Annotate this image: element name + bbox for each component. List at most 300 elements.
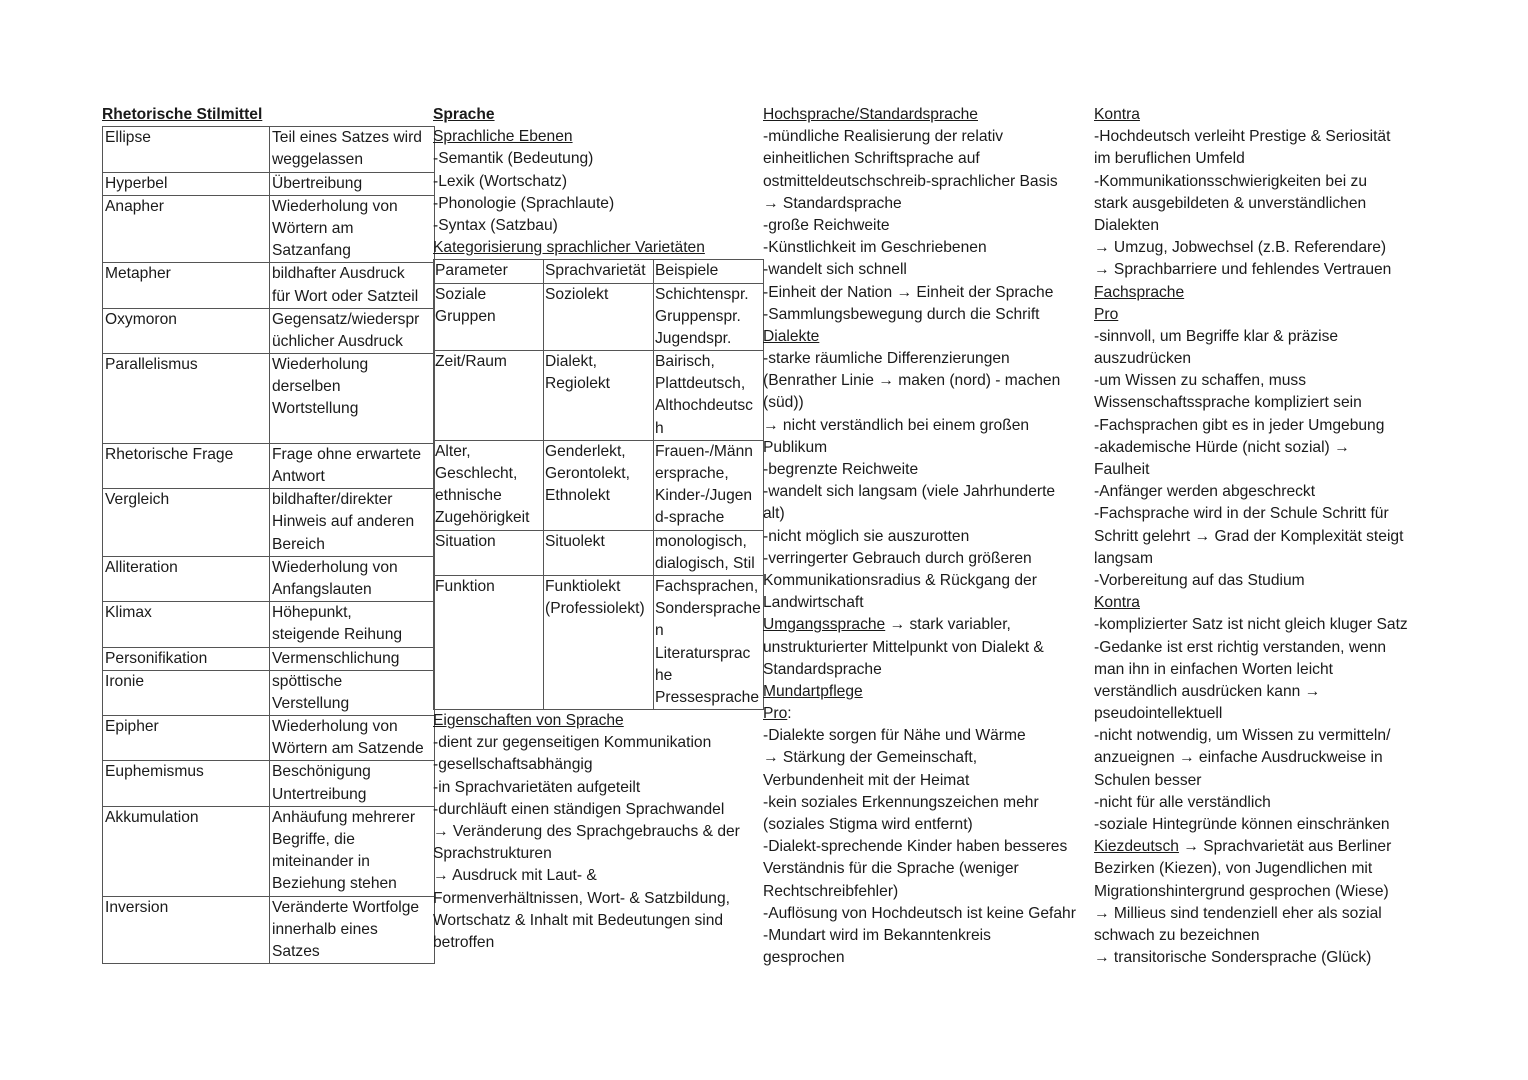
stilmittel-term bbox=[103, 806, 270, 896]
stilmittel-row bbox=[103, 263, 435, 308]
col3-line bbox=[763, 570, 1095, 592]
stilmittel-row bbox=[103, 716, 435, 761]
col4-text: stark ausgebildeten & unverständlichen bbox=[1094, 194, 1367, 212]
eigenschaft-line: -in Sprachvarietäten aufgeteilt bbox=[433, 778, 641, 796]
stilmittel-def bbox=[270, 195, 435, 263]
stilmittel-row bbox=[103, 670, 435, 715]
col3-text: -Mundart wird im Bekanntenkreis bbox=[763, 926, 991, 944]
col4-text: -nicht für alle verständlich bbox=[1094, 793, 1271, 811]
col4-text: schwach zu bezeichnen bbox=[1094, 926, 1260, 944]
col3-text: einheitlichen Schriftsprache auf bbox=[763, 150, 980, 168]
stilmittel-def bbox=[270, 556, 435, 601]
eigenschaft-line: -dient zur gegenseitigen Kommunikation bbox=[433, 734, 712, 752]
stilmittel-def-line: für Wort oder Satzteil bbox=[272, 287, 419, 305]
stilmittel-def-line: derselben bbox=[272, 378, 341, 396]
varietaeten-cell-line: Soziale bbox=[435, 285, 487, 303]
col4-line bbox=[1094, 903, 1434, 925]
col3-line bbox=[763, 725, 1095, 747]
col3-text: -Sammlungsbewegung durch die Schrift bbox=[763, 305, 1040, 323]
stilmittel-row bbox=[103, 127, 435, 172]
col3-line bbox=[763, 237, 1095, 259]
col4-text: Kontra bbox=[1094, 594, 1140, 612]
stilmittel-def bbox=[270, 716, 435, 761]
varietaeten-row bbox=[434, 283, 764, 351]
col3-text: Rechtschreibfehler) bbox=[763, 882, 899, 900]
varietaeten-cell-param bbox=[434, 351, 544, 441]
sprache-column bbox=[433, 104, 763, 954]
stilmittel-def-line: Hinweis auf anderen bbox=[272, 513, 415, 531]
col4-text: -um Wissen zu schaffen, muss bbox=[1094, 372, 1307, 390]
col3-text: -Einheit der Nation → Einheit der Sprache bbox=[763, 283, 1054, 301]
stilmittel-def bbox=[270, 308, 435, 353]
col4-line bbox=[1094, 304, 1434, 326]
col3-text: Umgangssprache bbox=[763, 616, 886, 634]
varietaeten-cell-line: Ethnolekt bbox=[545, 487, 611, 505]
col4-line bbox=[1094, 725, 1434, 747]
varietaeten-header-cell: Parameter bbox=[434, 260, 544, 283]
col3-text: → Standardsprache bbox=[763, 194, 902, 212]
col4-line bbox=[1094, 370, 1434, 392]
col3-text: Verbundenheit mit der Heimat bbox=[763, 771, 970, 789]
varietaeten-cell-var bbox=[544, 440, 654, 530]
col3-line bbox=[763, 148, 1095, 170]
hochsprache-dialekte-column bbox=[763, 104, 1095, 969]
col4-line bbox=[1094, 526, 1434, 548]
col4-line bbox=[1094, 348, 1434, 370]
varietaeten-cell-line: Funktiolekt bbox=[545, 577, 621, 595]
col4-text: Migrationshintergrund gesprochen (Wiese) bbox=[1094, 882, 1389, 900]
stilmittel-def-line: Wiederholung bbox=[272, 356, 369, 374]
col4-text: anzueignen → einfache Ausdruckweise in bbox=[1094, 749, 1383, 767]
col4-text: -Fachsprache wird in der Schule Schritt für bbox=[1094, 505, 1389, 523]
col3-line bbox=[763, 415, 1095, 437]
col4-line bbox=[1094, 858, 1434, 880]
stilmittel-term-text: Rhetorische Frage bbox=[105, 445, 234, 463]
col3-text: → Stärkung der Gemeinschaft, bbox=[763, 749, 978, 767]
col4-text: Bezirken (Kiezen), von Jugendlichen mit bbox=[1094, 860, 1373, 878]
eigenschaft-line: Wortschatz & Inhalt mit Bedeutungen sind bbox=[433, 911, 724, 929]
varietaeten-cell-line: Frauen-/Männ bbox=[655, 442, 753, 460]
varietaeten-cell-bsp bbox=[654, 351, 764, 441]
varietaeten-cell-line: h bbox=[655, 419, 664, 437]
col4-line bbox=[1094, 925, 1434, 947]
varietaeten-cell-line: Fachsprachen, bbox=[655, 577, 759, 595]
stilmittel-term-text: Personifikation bbox=[105, 649, 208, 667]
varietaeten-cell-line: Genderlekt, bbox=[545, 442, 626, 460]
varietaeten-cell-bsp bbox=[654, 283, 764, 351]
col3-text: -große Reichweite bbox=[763, 216, 890, 234]
stilmittel-def-line: Begriffe, die bbox=[272, 831, 355, 849]
col3-line bbox=[763, 836, 1095, 858]
col4-text: -Vorbereitung auf das Studium bbox=[1094, 571, 1305, 589]
stilmittel-term bbox=[103, 195, 270, 263]
stilmittel-term bbox=[103, 443, 270, 488]
stilmittel-row bbox=[103, 556, 435, 601]
stilmittel-def bbox=[270, 127, 435, 172]
stilmittel-def-line: bildhafter Ausdruck bbox=[272, 265, 405, 283]
varietaeten-cell-var bbox=[544, 351, 654, 441]
stilmittel-term-text: Ironie bbox=[105, 672, 145, 690]
col4-text: → Sprachbarriere und fehlendes Vertrauen bbox=[1094, 261, 1392, 279]
col3-line bbox=[763, 925, 1095, 947]
col4-text: Kontra bbox=[1094, 106, 1140, 123]
col3-line bbox=[763, 282, 1095, 304]
stilmittel-def-line: Wortstellung bbox=[272, 400, 359, 418]
stilmittel-term-text: Ellipse bbox=[105, 129, 151, 147]
stilmittel-def-line: Wörtern am bbox=[272, 219, 354, 237]
stilmittel-def bbox=[270, 806, 435, 896]
stilmittel-term-text: Metapher bbox=[105, 265, 171, 283]
varietaeten-cell-line: Jugendspr. bbox=[655, 329, 732, 347]
col4-line bbox=[1094, 503, 1434, 525]
stilmittel-column bbox=[102, 104, 434, 964]
col3-text: -wandelt sich langsam (viele Jahrhunderte bbox=[763, 483, 1056, 501]
varietaeten-cell-line: ersprache, bbox=[655, 465, 729, 483]
stilmittel-def bbox=[270, 761, 435, 806]
col4-line bbox=[1094, 747, 1434, 769]
col4-line bbox=[1094, 259, 1434, 281]
col4-line bbox=[1094, 237, 1434, 259]
varietaeten-cell-line: Situolekt bbox=[545, 532, 605, 550]
stilmittel-term bbox=[103, 761, 270, 806]
stilmittel-def-line: üchlicher Ausdruck bbox=[272, 332, 403, 350]
col4-text: langsam bbox=[1094, 549, 1153, 567]
col4-line bbox=[1094, 282, 1434, 304]
varietaeten-cell-param bbox=[434, 440, 544, 530]
col4-line bbox=[1094, 193, 1434, 215]
col3-text: unstrukturierter Mittelpunkt von Dialekt & bbox=[763, 638, 1044, 656]
varietaeten-cell-line: dialogisch, Stil bbox=[655, 554, 755, 572]
stilmittel-def-line: Beschönigung bbox=[272, 763, 371, 781]
col3-line bbox=[763, 326, 1095, 348]
col3-line bbox=[763, 681, 1095, 703]
stilmittel-term-text: Euphemismus bbox=[105, 763, 204, 781]
stilmittel-def-line: Untertreibung bbox=[272, 785, 367, 803]
varietaeten-cell-param bbox=[434, 530, 544, 575]
col4-text: -Gedanke ist erst richtig verstanden, wenn bbox=[1094, 638, 1387, 656]
eigenschaft-line: → Veränderung des Sprachgebrauchs & der bbox=[433, 823, 740, 841]
stilmittel-def bbox=[270, 443, 435, 488]
varietaeten-cell-param bbox=[434, 283, 544, 351]
col3-line bbox=[763, 348, 1095, 370]
varietaeten-cell-line: Gerontolekt, bbox=[545, 465, 630, 483]
col4-text: → transitorische Sondersprache (Glück) bbox=[1094, 949, 1372, 967]
varietaeten-cell-line: ethnische bbox=[435, 487, 502, 505]
stilmittel-row bbox=[103, 896, 435, 964]
col3-line bbox=[763, 370, 1095, 392]
stilmittel-def-line: Satzes bbox=[272, 942, 320, 960]
col4-text: Fachsprache bbox=[1094, 283, 1185, 301]
stilmittel-row bbox=[103, 443, 435, 488]
col3-line bbox=[763, 126, 1095, 148]
col4-text: -nicht notwendig, um Wissen zu vermitteln/ bbox=[1094, 727, 1391, 745]
varietaeten-cell-line: Regiolekt bbox=[545, 375, 611, 393]
eigenschaft-line: betroffen bbox=[433, 933, 495, 951]
col3-text: Standardsprache bbox=[763, 660, 882, 678]
col3-text: gesprochen bbox=[763, 949, 845, 967]
col4-line bbox=[1094, 947, 1434, 969]
col3-line bbox=[763, 659, 1095, 681]
varietaeten-header-row bbox=[434, 260, 764, 283]
col4-text: Pro bbox=[1094, 305, 1119, 323]
col3-line bbox=[763, 459, 1095, 481]
kategorisierung-title: Kategorisierung sprachlicher Varietäten bbox=[433, 239, 705, 257]
col4-text: -Kommunikationsschwierigkeiten bei zu bbox=[1094, 172, 1368, 190]
col3-line bbox=[763, 814, 1095, 836]
col3-line bbox=[763, 592, 1095, 614]
col3-text: -begrenzte Reichweite bbox=[763, 461, 919, 478]
stilmittel-def-line: Beziehung stehen bbox=[272, 875, 397, 893]
col3-text: -mündliche Realisierung der relativ bbox=[763, 128, 1004, 146]
col3-line bbox=[763, 503, 1095, 525]
stilmittel-term bbox=[103, 602, 270, 647]
col3-text: -starke räumliche Differenzierungen bbox=[763, 350, 1010, 368]
col3-line bbox=[763, 614, 1095, 636]
stilmittel-term bbox=[103, 489, 270, 557]
col3-text: -Künstlichkeit im Geschriebenen bbox=[763, 239, 987, 257]
varietaeten-cell-line: (Professiolekt) bbox=[545, 600, 645, 618]
eigenschaft-line: -gesellschaftsabhängig bbox=[433, 756, 593, 774]
col3-line bbox=[763, 770, 1095, 792]
col3-line bbox=[763, 481, 1095, 503]
stilmittel-def-line: steigende Reihung bbox=[272, 626, 403, 644]
stilmittel-term-text: Anapher bbox=[105, 197, 164, 215]
stilmittel-def-line: Frage ohne erwartete bbox=[272, 445, 422, 463]
stilmittel-def-line: Bereich bbox=[272, 535, 325, 553]
eigenschaft-line: Sprachstrukturen bbox=[433, 845, 552, 863]
stilmittel-term bbox=[103, 263, 270, 308]
col3-line bbox=[763, 193, 1095, 215]
varietaeten-header-cell: Sprachvarietät bbox=[544, 260, 654, 283]
stilmittel-term-text: Vergleich bbox=[105, 491, 170, 509]
stilmittel-def-line: weggelassen bbox=[272, 151, 364, 169]
col3-line bbox=[763, 703, 1095, 725]
ebene-line: -Syntax (Satzbau) bbox=[433, 216, 558, 234]
col4-text: auszudrücken bbox=[1094, 350, 1192, 368]
varietaeten-cell-line: he bbox=[655, 666, 673, 684]
ebene-line: -Phonologie (Sprachlaute) bbox=[433, 194, 615, 212]
stilmittel-def-line: innerhalb eines bbox=[272, 920, 378, 938]
varietaeten-cell-line: Schichtenspr. bbox=[655, 285, 749, 303]
col4-text: → Millieus sind tendenziell eher als sozial bbox=[1094, 904, 1382, 922]
stilmittel-def-line bbox=[272, 421, 432, 443]
col3-text: -kein soziales Erkennungszeichen mehr bbox=[763, 793, 1039, 811]
stilmittel-row bbox=[103, 354, 435, 444]
col3-text: Hochsprache/Standardsprache bbox=[763, 106, 978, 123]
col3-text: Pro bbox=[763, 705, 788, 723]
stilmittel-term bbox=[103, 670, 270, 715]
stilmittel-def-line: Teil eines Satzes wird bbox=[272, 129, 422, 147]
col4-text: -Anfänger werden abgeschreckt bbox=[1094, 483, 1316, 501]
stilmittel-def bbox=[270, 670, 435, 715]
col3-text: Dialekte bbox=[763, 327, 820, 345]
col4-text: -komplizierter Satz ist nicht gleich kluger Satz bbox=[1094, 616, 1408, 634]
col3-line bbox=[763, 637, 1095, 659]
col4-line bbox=[1094, 659, 1434, 681]
varietaeten-cell-line: Soziolekt bbox=[545, 285, 609, 303]
stilmittel-row bbox=[103, 806, 435, 896]
varietaeten-cell-line: Gruppen bbox=[435, 307, 496, 325]
kontra-fachsprache-column bbox=[1094, 104, 1434, 969]
stilmittel-row bbox=[103, 602, 435, 647]
stilmittel-def-line: Wiederholung von bbox=[272, 197, 398, 215]
varietaeten-cell-line: n bbox=[655, 622, 664, 640]
varietaeten-row bbox=[434, 440, 764, 530]
col4-line bbox=[1094, 703, 1434, 725]
varietaeten-cell-line: Plattdeutsch, bbox=[655, 375, 746, 393]
stilmittel-def-line: Vermenschlichung bbox=[272, 649, 400, 667]
ebenen-list bbox=[433, 148, 763, 237]
col3-line bbox=[763, 792, 1095, 814]
col3-line bbox=[763, 947, 1095, 969]
col4-line bbox=[1094, 637, 1434, 659]
varietaeten-cell-line: Althochdeutsc bbox=[655, 397, 753, 415]
col3-line bbox=[763, 858, 1095, 880]
col4-line bbox=[1094, 792, 1434, 814]
varietaeten-cell-line: Pressesprache bbox=[655, 688, 760, 706]
stilmittel-def bbox=[270, 489, 435, 557]
varietaeten-cell-line: Kinder-/Jugen bbox=[655, 487, 753, 505]
varietaeten-cell-param bbox=[434, 575, 544, 709]
stilmittel-term bbox=[103, 716, 270, 761]
stilmittel-row bbox=[103, 308, 435, 353]
col3-text: -Dialekt-sprechende Kinder haben besseres bbox=[763, 838, 1068, 856]
varietaeten-cell-line: Alter, bbox=[435, 442, 471, 460]
stilmittel-term bbox=[103, 308, 270, 353]
col4-line bbox=[1094, 148, 1434, 170]
varietaeten-row bbox=[434, 530, 764, 575]
varietaeten-cell-line: Dialekt, bbox=[545, 353, 597, 371]
col3-line bbox=[763, 104, 1095, 126]
col4-text: pseudointellektuell bbox=[1094, 705, 1223, 723]
ebene-line: -Lexik (Wortschatz) bbox=[433, 172, 568, 190]
col4-line bbox=[1094, 881, 1434, 903]
col4-text: -akademische Hürde (nicht sozial) → bbox=[1094, 438, 1350, 456]
stilmittel-def bbox=[270, 647, 435, 670]
col4-line bbox=[1094, 548, 1434, 570]
stilmittel-term-text: Oxymoron bbox=[105, 310, 177, 328]
col4-text: Wissenschaftssprache kompliziert sein bbox=[1094, 394, 1362, 412]
stilmittel-def-line: Verstellung bbox=[272, 694, 350, 712]
col4-text: Kiezdeutsch bbox=[1094, 838, 1179, 856]
col4-line bbox=[1094, 592, 1434, 614]
varietaeten-row bbox=[434, 575, 764, 709]
col4-line bbox=[1094, 836, 1434, 858]
stilmittel-term bbox=[103, 172, 270, 195]
stilmittel-row bbox=[103, 172, 435, 195]
stilmittel-term bbox=[103, 896, 270, 964]
col4-text: -Hochdeutsch verleiht Prestige & Seriosität bbox=[1094, 128, 1391, 146]
stilmittel-def-line: Satzanfang bbox=[272, 242, 351, 260]
varietaeten-header-cell: Beispiele bbox=[654, 260, 764, 283]
varietaeten-cell-line: Sondersprache bbox=[655, 600, 761, 618]
col3-text: Publikum bbox=[763, 438, 828, 456]
varietaeten-cell-line: Situation bbox=[435, 532, 496, 550]
col3-line bbox=[763, 747, 1095, 769]
col3-text: ostmitteldeutschschreib-sprachlicher Basis bbox=[763, 172, 1058, 190]
ebene-line: -Semantik (Bedeutung) bbox=[433, 150, 594, 168]
stilmittel-def-line: Antwort bbox=[272, 468, 325, 486]
stilmittel-term-text: Hyperbel bbox=[105, 174, 168, 192]
col4-text: -Fachsprachen gibt es in jeder Umgebung bbox=[1094, 416, 1385, 434]
stilmittel-term bbox=[103, 354, 270, 444]
varietaeten-cell-line: monologisch, bbox=[655, 532, 747, 550]
stilmittel-title: Rhetorische Stilmittel bbox=[102, 106, 263, 123]
col4-line bbox=[1094, 481, 1434, 503]
varietaeten-cell-line: Geschlecht, bbox=[435, 465, 518, 483]
col3-text: Mundartpflege bbox=[763, 682, 863, 700]
stilmittel-def-line: Gegensatz/wiederspr bbox=[272, 310, 420, 328]
col4-text: → Umzug, Jobwechsel (z.B. Referendare) bbox=[1094, 239, 1387, 257]
eigenschaften-list bbox=[433, 732, 763, 954]
stilmittel-row bbox=[103, 761, 435, 806]
col3-line bbox=[763, 526, 1095, 548]
varietaeten-cell-line: Funktion bbox=[435, 577, 495, 595]
col4-text: Faulheit bbox=[1094, 461, 1150, 478]
col3-line bbox=[763, 171, 1095, 193]
stilmittel-term bbox=[103, 556, 270, 601]
stilmittel-def-line: spöttische bbox=[272, 672, 343, 690]
stilmittel-def-line: Anfangslauten bbox=[272, 580, 372, 598]
col4-text: -sinnvoll, um Begriffe klar & präzise bbox=[1094, 327, 1339, 345]
col3-line bbox=[763, 548, 1095, 570]
col3-text: (süd)) bbox=[763, 394, 804, 412]
col3-text: Verständnis für die Sprache (weniger bbox=[763, 860, 1019, 878]
varietaeten-cell-var bbox=[544, 530, 654, 575]
stilmittel-def-line: Wiederholung von bbox=[272, 718, 398, 736]
stilmittel-def bbox=[270, 263, 435, 308]
col3-text: Kommunikationsradius & Rückgang der bbox=[763, 571, 1037, 589]
col3-text: (Benrather Linie → maken (nord) - machen bbox=[763, 372, 1061, 390]
stilmittel-def-line: Veränderte Wortfolge bbox=[272, 898, 420, 916]
col4-text: im beruflichen Umfeld bbox=[1094, 150, 1245, 168]
stilmittel-def bbox=[270, 896, 435, 964]
varietaeten-cell-bsp bbox=[654, 440, 764, 530]
varietaeten-cell-var bbox=[544, 575, 654, 709]
stilmittel-term bbox=[103, 127, 270, 172]
stilmittel-def bbox=[270, 602, 435, 647]
col3-line bbox=[763, 392, 1095, 414]
col4-text: verständlich ausdrücken kann → bbox=[1094, 682, 1321, 700]
col4-line bbox=[1094, 392, 1434, 414]
col4-line bbox=[1094, 126, 1434, 148]
col4-line bbox=[1094, 326, 1434, 348]
stilmittel-term-text: Akkumulation bbox=[105, 808, 199, 826]
stilmittel-term bbox=[103, 647, 270, 670]
col4-text: man ihn in einfachen Worten leicht bbox=[1094, 660, 1333, 678]
stilmittel-row bbox=[103, 195, 435, 263]
varietaeten-cell-line: Zugehörigkeit bbox=[435, 509, 530, 527]
varietaeten-cell-line: Gruppenspr. bbox=[655, 307, 741, 325]
col4-line bbox=[1094, 681, 1434, 703]
col3-text: -Auflösung von Hochdeutsch ist keine Gefahr bbox=[763, 904, 1076, 922]
col3-line bbox=[763, 437, 1095, 459]
col4-line bbox=[1094, 415, 1434, 437]
stilmittel-def-line: Übertreibung bbox=[272, 174, 363, 192]
col4-line bbox=[1094, 814, 1434, 836]
col4-line bbox=[1094, 570, 1434, 592]
stilmittel-row bbox=[103, 647, 435, 670]
col4-line bbox=[1094, 459, 1434, 481]
stilmittel-table bbox=[102, 126, 435, 964]
col3-text: Landwirtschaft bbox=[763, 594, 864, 612]
col3-text-rest: → stark variabler, bbox=[885, 616, 1011, 634]
stilmittel-def-line: Wiederholung von bbox=[272, 558, 398, 576]
stilmittel-def-line: bildhafter/direkter bbox=[272, 491, 393, 509]
col3-line bbox=[763, 215, 1095, 237]
stilmittel-term-text: Parallelismus bbox=[105, 356, 198, 374]
stilmittel-term-text: Klimax bbox=[105, 604, 152, 622]
